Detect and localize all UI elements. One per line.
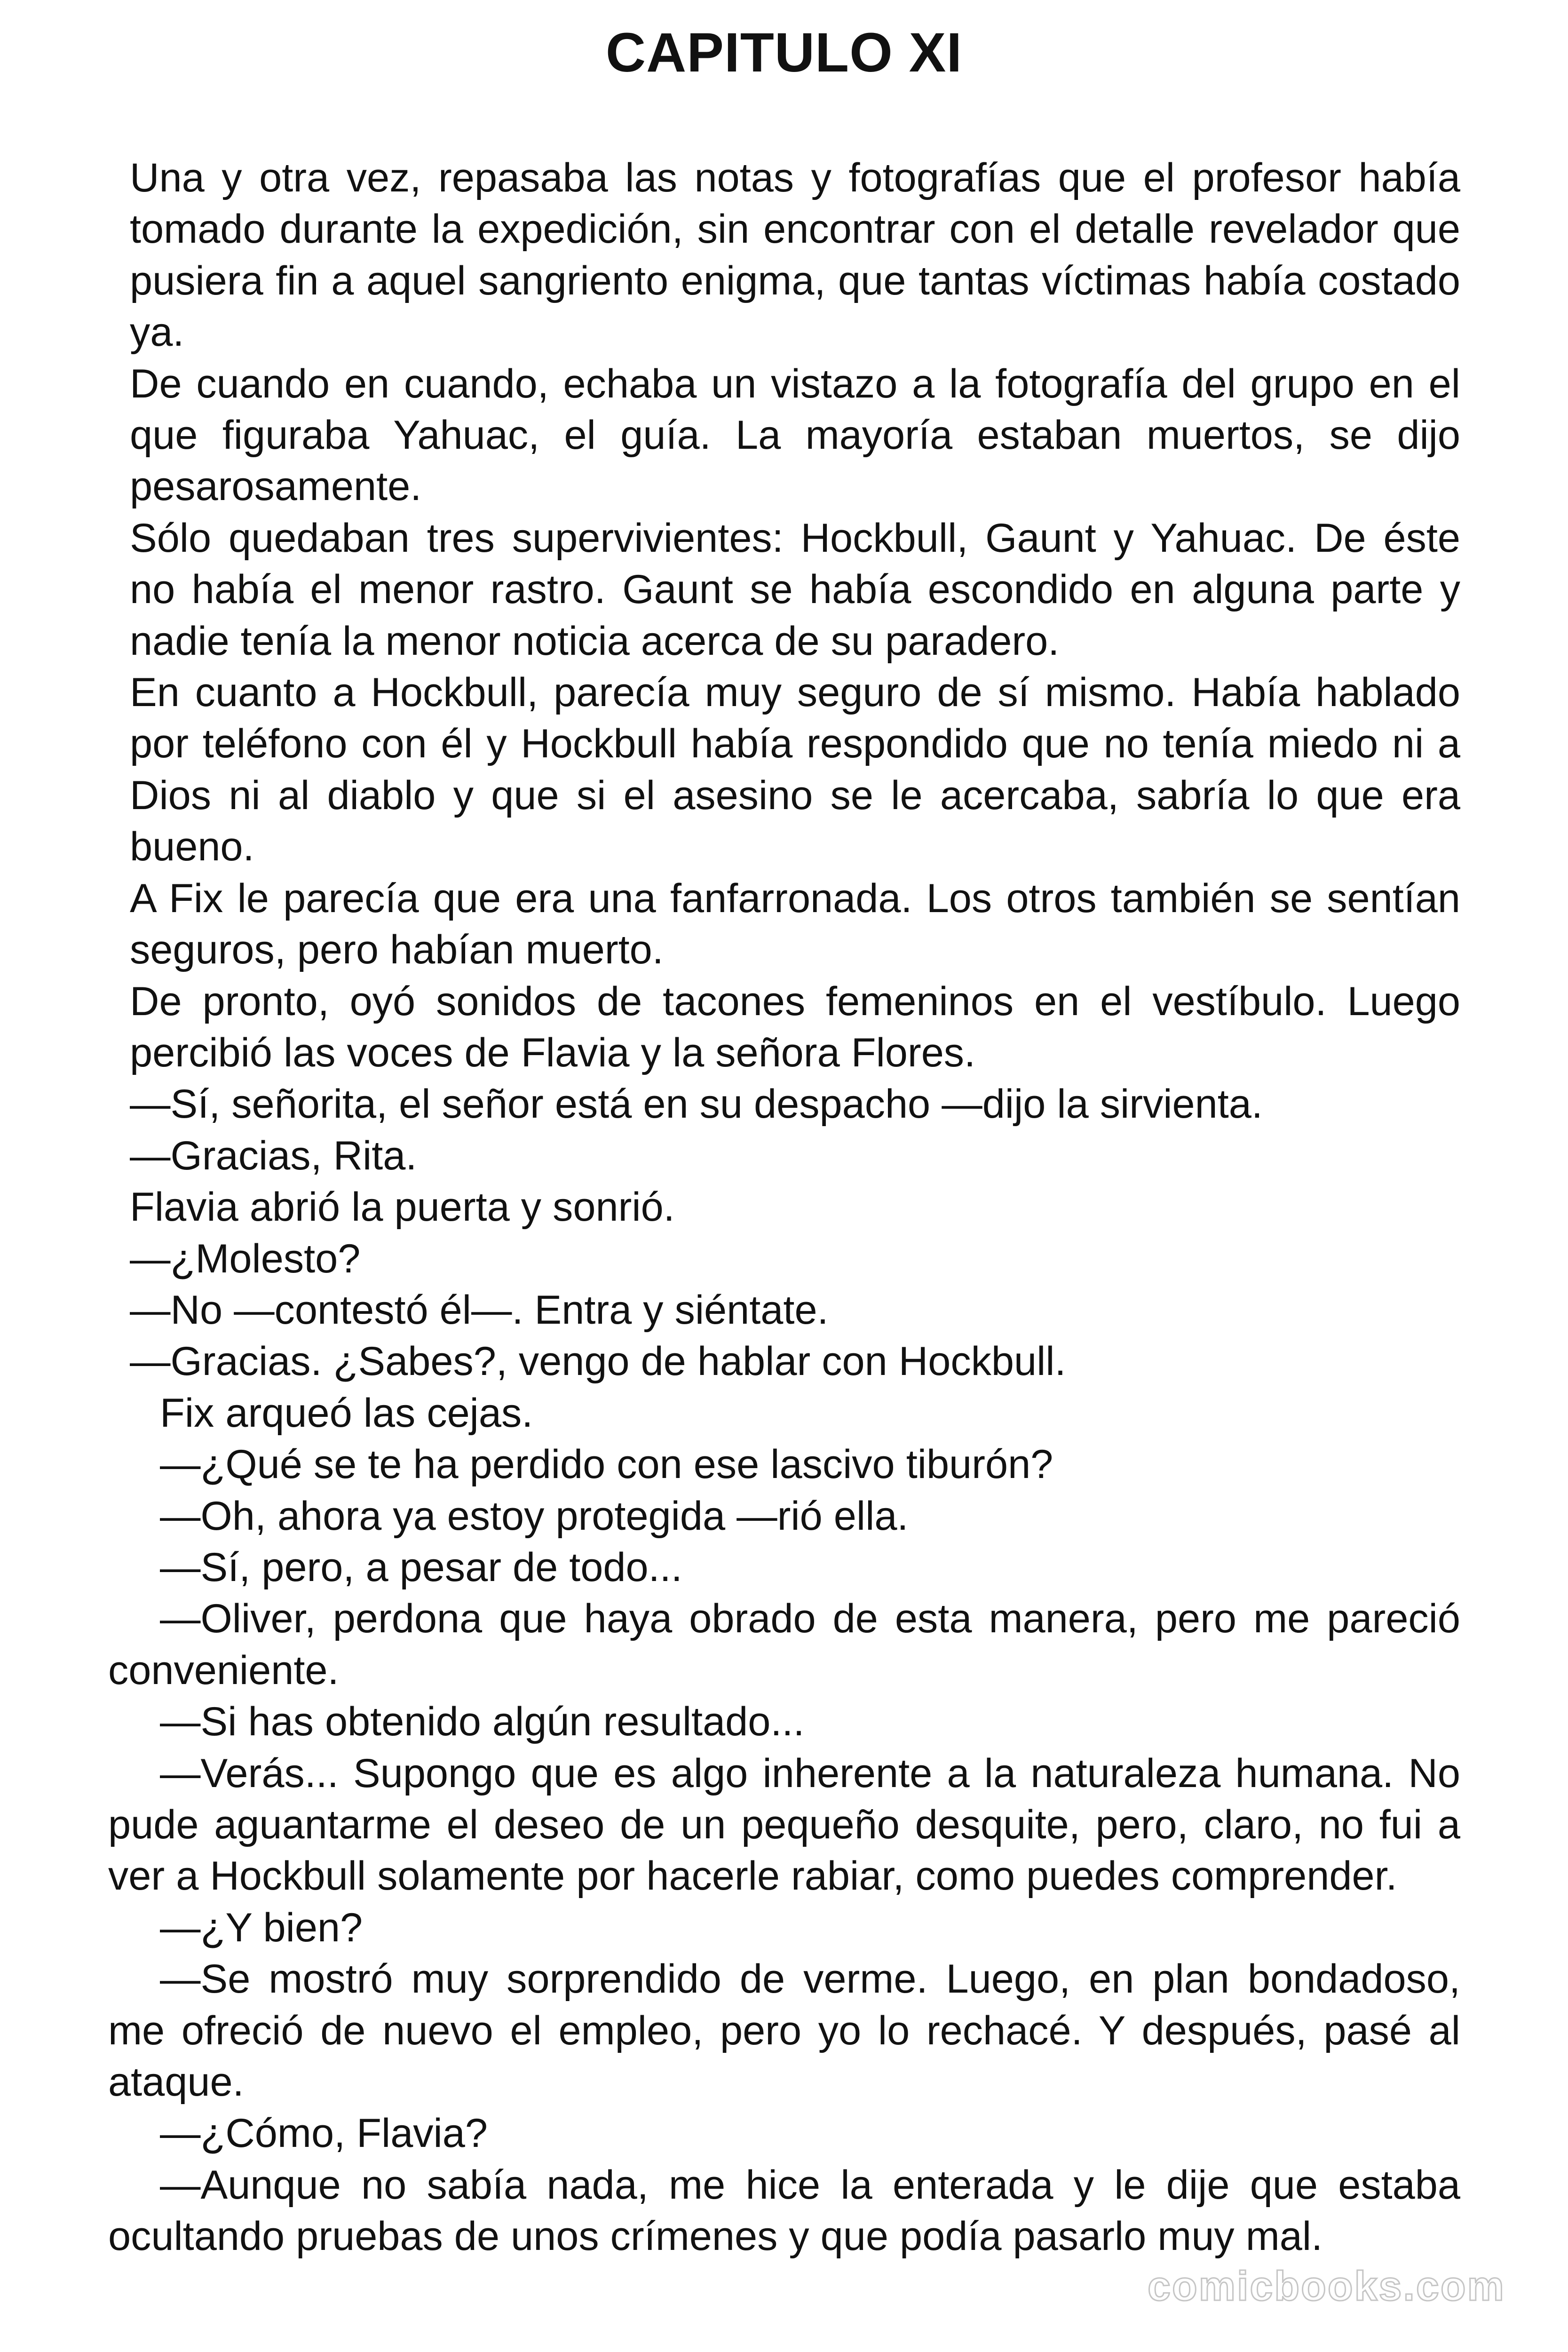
watermark: comicbooks.com [1148, 2263, 1505, 2309]
paragraph: De cuando en cuando, echaba un vistazo a la fotografía del grupo en el que figuraba Yahuac, el guía. La mayoría estaban muertos, se dijo pesarosamente. [130, 361, 1460, 509]
dialogue-line: —¿Molesto? [130, 1236, 361, 1281]
dialogue-line: —Oh, ahora ya estoy protegida —rió ella. [160, 1493, 909, 1539]
dialogue-line: —Gracias. ¿Sabes?, vengo de hablar con Hockbull. [130, 1339, 1066, 1384]
dialogue-line: —Se mostró muy sorprendido de verme. Luego, en plan bondadoso, me ofreció de nuevo el empleo, pero yo lo rechacé. Y después, pasé al ataque. [108, 1956, 1460, 2105]
paragraph: Una y otra vez, repasaba las notas y fotografías que el profesor había tomado durante la expedición, sin encontrar con el detalle revelador que pusiera fin a aquel sangriento enigma, que tantas víctimas había costado ya. [130, 155, 1460, 355]
paragraph: De pronto, oyó sonidos de tacones femeninos en el vestíbulo. Luego percibió las voces de Flavia y la señora Flores. [130, 978, 1460, 1075]
dialogue-line: —No —contestó él—. Entra y siéntate. [130, 1287, 829, 1333]
paragraph: En cuanto a Hockbull, parecía muy seguro de sí mismo. Había hablado por teléfono con él y Hockbull había respondido que no tenía miedo ni a Dios ni al diablo y que si el asesino se le acercaba, sabría lo que era bueno. [130, 670, 1460, 870]
dialogue-line: —Sí, pero, a pesar de todo... [160, 1544, 682, 1590]
dialogue-line: —Aunque no sabía nada, me hice la enterada y le dije que estaba ocultando pruebas de unos crímenes y que podía pasarlo muy mal. [108, 2162, 1460, 2259]
chapter-title: CAPITULO XI [605, 22, 963, 84]
dialogue-line: —Verás... Supongo que es algo inherente a la naturaleza humana. No pude aguantarme el deseo de un pequeño desquite, pero, claro, no fui a ver a Hockbull solamente por hacerle rabiar, como puedes comprender. [108, 1750, 1460, 1899]
dialogue-line: —¿Y bien? [160, 1905, 363, 1950]
dialogue-line: —¿Cómo, Flavia? [160, 2111, 488, 2156]
dialogue-line: —Gracias, Rita. [130, 1133, 417, 1178]
dialogue-line: —Oliver, perdona que haya obrado de esta manera, pero me pareció conveniente. [108, 1596, 1460, 1693]
dialogue-line: —Si has obtenido algún resultado... [160, 1699, 805, 1745]
paragraph: Fix arqueó las cejas. [160, 1390, 533, 1436]
dialogue-line: —Sí, señorita, el señor está en su despacho —dijo la sirvienta. [130, 1081, 1263, 1127]
paragraph: A Fix le parecía que era una fanfarronada. Los otros también se sentían seguros, pero habían muerto. [130, 875, 1460, 973]
paragraph: Sólo quedaban tres supervivientes: Hockbull, Gaunt y Yahuac. De éste no había el menor rastro. Gaunt se había escondido en alguna parte y nadie tenía la menor noticia acerca de su paradero. [130, 515, 1460, 664]
paragraph: Flavia abrió la puerta y sonrió. [130, 1184, 675, 1230]
body-text [108, 152, 1460, 2263]
dialogue-line: —¿Qué se te ha perdido con ese lascivo tiburón? [160, 1442, 1053, 1487]
